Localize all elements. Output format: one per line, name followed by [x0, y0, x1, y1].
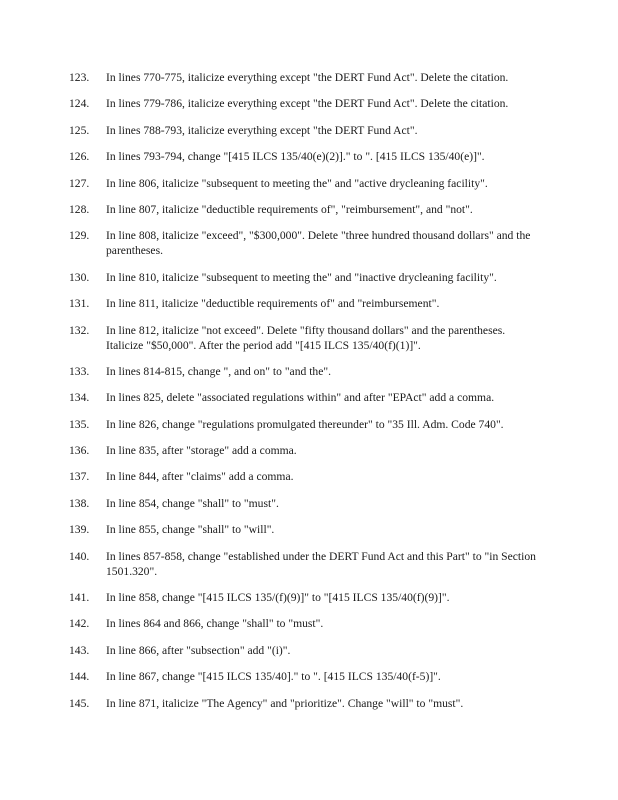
item-number: 136. — [69, 444, 90, 458]
item-number: 141. — [69, 591, 90, 605]
item-text: In lines 864 and 866, change "shall" to "must". — [106, 617, 324, 631]
list-item — [0, 669, 618, 684]
item-number: 132. — [69, 323, 90, 337]
amendment-list — [0, 70, 618, 722]
list-item — [0, 149, 618, 164]
item-text: In line 806, italicize "subsequent to meeting the" and "active drycleaning facility". — [106, 176, 488, 190]
item-number: 143. — [69, 643, 90, 657]
list-item — [0, 202, 618, 217]
item-text: In lines 814-815, change ", and on" to "and the". — [106, 364, 331, 378]
list-item — [0, 417, 618, 432]
list-item — [0, 469, 618, 484]
list-item — [0, 496, 618, 511]
item-text: In line 855, change "shall" to "will". — [106, 523, 275, 537]
item-text: In lines 779-786, italicize everything except "the DERT Fund Act". Delete the citation. — [106, 97, 509, 111]
item-text: In line 866, after "subsection" add "(i)". — [106, 643, 291, 657]
item-text: In lines 793-794, change "[415 ILCS 135/40(e)(2)]." to ". [415 ILCS 135/40(e)]". — [106, 150, 485, 164]
item-text: In line 808, italicize "exceed", "$300,000". Delete "three hundred thousand dollars" and the parentheses. — [106, 229, 534, 258]
item-number: 126. — [69, 150, 90, 164]
item-number: 137. — [69, 470, 90, 484]
list-item — [0, 616, 618, 631]
list-item — [0, 296, 618, 311]
list-item — [0, 228, 618, 258]
item-number: 135. — [69, 417, 90, 431]
item-text: In line 807, italicize "deductible requirements of", "reimbursement", and "not". — [106, 202, 473, 216]
item-text: In lines 825, delete "associated regulations within" and after "EPAct" add a comma. — [106, 391, 495, 405]
item-number: 140. — [69, 549, 90, 563]
item-number: 129. — [69, 229, 90, 243]
list-item — [0, 549, 618, 579]
item-number: 123. — [69, 71, 90, 84]
item-text: In line 811, italicize "deductible requirements of" and "reimbursement". — [106, 297, 440, 311]
list-item — [0, 443, 618, 458]
item-number: 142. — [69, 617, 90, 631]
item-text: In line 858, change "[415 ILCS 135/(f)(9)]" to "[415 ILCS 135/40(f)(9)]". — [106, 591, 450, 605]
item-number: 128. — [69, 202, 90, 216]
item-number: 133. — [69, 364, 90, 378]
item-text: In line 810, italicize "subsequent to meeting the" and "inactive drycleaning facility". — [106, 270, 497, 284]
item-number: 144. — [69, 670, 90, 684]
item-text: In line 867, change "[415 ILCS 135/40]." to ". [415 ILCS 135/40(f-5)]". — [106, 670, 441, 684]
item-number: 138. — [69, 496, 90, 510]
item-text: In line 826, change "regulations promulgated thereunder" to "35 Ill. Adm. Code 740". — [106, 417, 504, 431]
list-item — [0, 323, 618, 353]
item-text: In line 844, after "claims" add a comma. — [106, 470, 294, 484]
list-item — [0, 522, 618, 537]
item-number: 130. — [69, 270, 90, 284]
item-number: 134. — [69, 391, 90, 405]
item-number: 131. — [69, 297, 90, 311]
list-item — [0, 96, 618, 111]
item-text: In line 871, italicize "The Agency" and "prioritize". Change "will" to "must". — [106, 696, 464, 710]
list-item — [0, 70, 618, 85]
item-text: In line 812, italicize "not exceed". Delete "fifty thousand dollars" and the parentheses. Italicize "$50,000". After the period add "[415 ILCS 135/40(f)(1)]". — [106, 323, 509, 352]
list-item — [0, 696, 618, 711]
item-number: 139. — [69, 523, 90, 537]
item-text: In line 854, change "shall" to "must". — [106, 496, 279, 510]
list-item — [0, 590, 618, 605]
item-number: 125. — [69, 123, 90, 137]
list-item — [0, 123, 618, 138]
list-item — [0, 364, 618, 379]
item-text: In line 835, after "storage" add a comma. — [106, 444, 297, 458]
item-number: 124. — [69, 97, 90, 111]
item-number: 127. — [69, 176, 90, 190]
item-number: 145. — [69, 696, 90, 710]
item-text: In lines 857-858, change "established under the DERT Fund Act and this Part" to "in Section 1501.320". — [106, 549, 539, 578]
item-text: In lines 788-793, italicize everything except "the DERT Fund Act". — [106, 123, 418, 137]
list-item — [0, 643, 618, 658]
list-item — [0, 270, 618, 285]
list-item — [0, 176, 618, 191]
item-text: In lines 770-775, italicize everything except "the DERT Fund Act". Delete the citation. — [106, 71, 509, 84]
list-item — [0, 390, 618, 405]
